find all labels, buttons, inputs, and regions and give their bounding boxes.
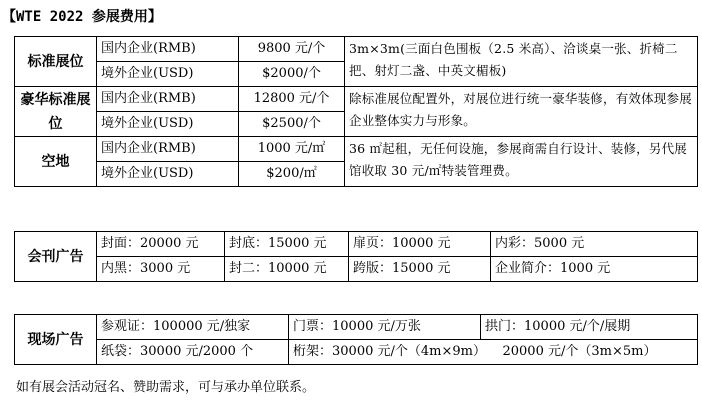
table-row <box>15 37 698 62</box>
ad-item: 内彩：5000 元 <box>491 232 698 257</box>
price: 9800 元/个 <box>239 37 345 62</box>
booth-type-name: 标准展位 <box>15 37 97 87</box>
price: $2500/个 <box>239 112 345 137</box>
booth-fee-table <box>14 36 698 187</box>
page-title: 【WTE 2022 参展费用】 <box>2 9 162 25</box>
booth-type-name: 空地 <box>15 137 97 187</box>
ad-item: 扉页：10000 元 <box>349 232 491 257</box>
price: 1000 元/㎡ <box>239 137 345 162</box>
table-row <box>15 87 698 112</box>
table-row <box>15 137 698 162</box>
table-row <box>15 340 698 365</box>
booth-description: 除标准展位配置外，对展位进行统一豪华装修，有效体现参展企业整体实力与形象。 <box>345 87 698 137</box>
onsite-ads-table <box>14 314 698 365</box>
table-row <box>15 232 698 257</box>
ad-item: 参观证：100000 元/独家 <box>97 315 289 340</box>
footer-note: 如有展会活动冠名、赞助需求，可与承办单位联系。 <box>16 380 316 395</box>
customer-type: 境外企业(USD) <box>97 112 239 137</box>
customer-type: 境外企业(USD) <box>97 162 239 187</box>
booth-description: 36 ㎡起租，无任何设施，参展商需自行设计、装修，另代展馆收取 30 元/㎡特装管理费。 <box>345 137 698 187</box>
journal-ads-table <box>14 231 698 282</box>
ad-item: 封二：10000 元 <box>225 257 349 282</box>
ad-item: 门票：10000 元/万张 <box>289 315 481 340</box>
customer-type: 国内企业(RMB) <box>97 137 239 162</box>
ad-item: 桁架：30000 元/个（4m×9m） 20000 元/个（3m×5m） <box>289 340 698 365</box>
onsite-ads-label: 现场广告 <box>15 315 97 365</box>
ad-item: 封底：15000 元 <box>225 232 349 257</box>
ad-item: 纸袋：30000 元/2000 个 <box>97 340 289 365</box>
customer-type: 国内企业(RMB) <box>97 87 239 112</box>
table-row <box>15 257 698 282</box>
ad-item: 内黑：3000 元 <box>97 257 225 282</box>
ad-item: 封面：20000 元 <box>97 232 225 257</box>
ad-item: 跨版：15000 元 <box>349 257 491 282</box>
ad-item: 企业简介：1000 元 <box>491 257 698 282</box>
booth-description: 3m×3m(三面白色围板（2.5 米高）、洽谈桌一张、折椅二把、射灯二盏、中英文楣板) <box>345 37 698 87</box>
customer-type: 境外企业(USD) <box>97 62 239 87</box>
table-row <box>15 315 698 340</box>
journal-ads-label: 会刊广告 <box>15 232 97 282</box>
customer-type: 国内企业(RMB) <box>97 37 239 62</box>
price: 12800 元/个 <box>239 87 345 112</box>
booth-type-name: 豪华标准展位 <box>15 87 97 137</box>
ad-item: 拱门：10000 元/个/展期 <box>481 315 698 340</box>
price: $200/㎡ <box>239 162 345 187</box>
price: $2000/个 <box>239 62 345 87</box>
